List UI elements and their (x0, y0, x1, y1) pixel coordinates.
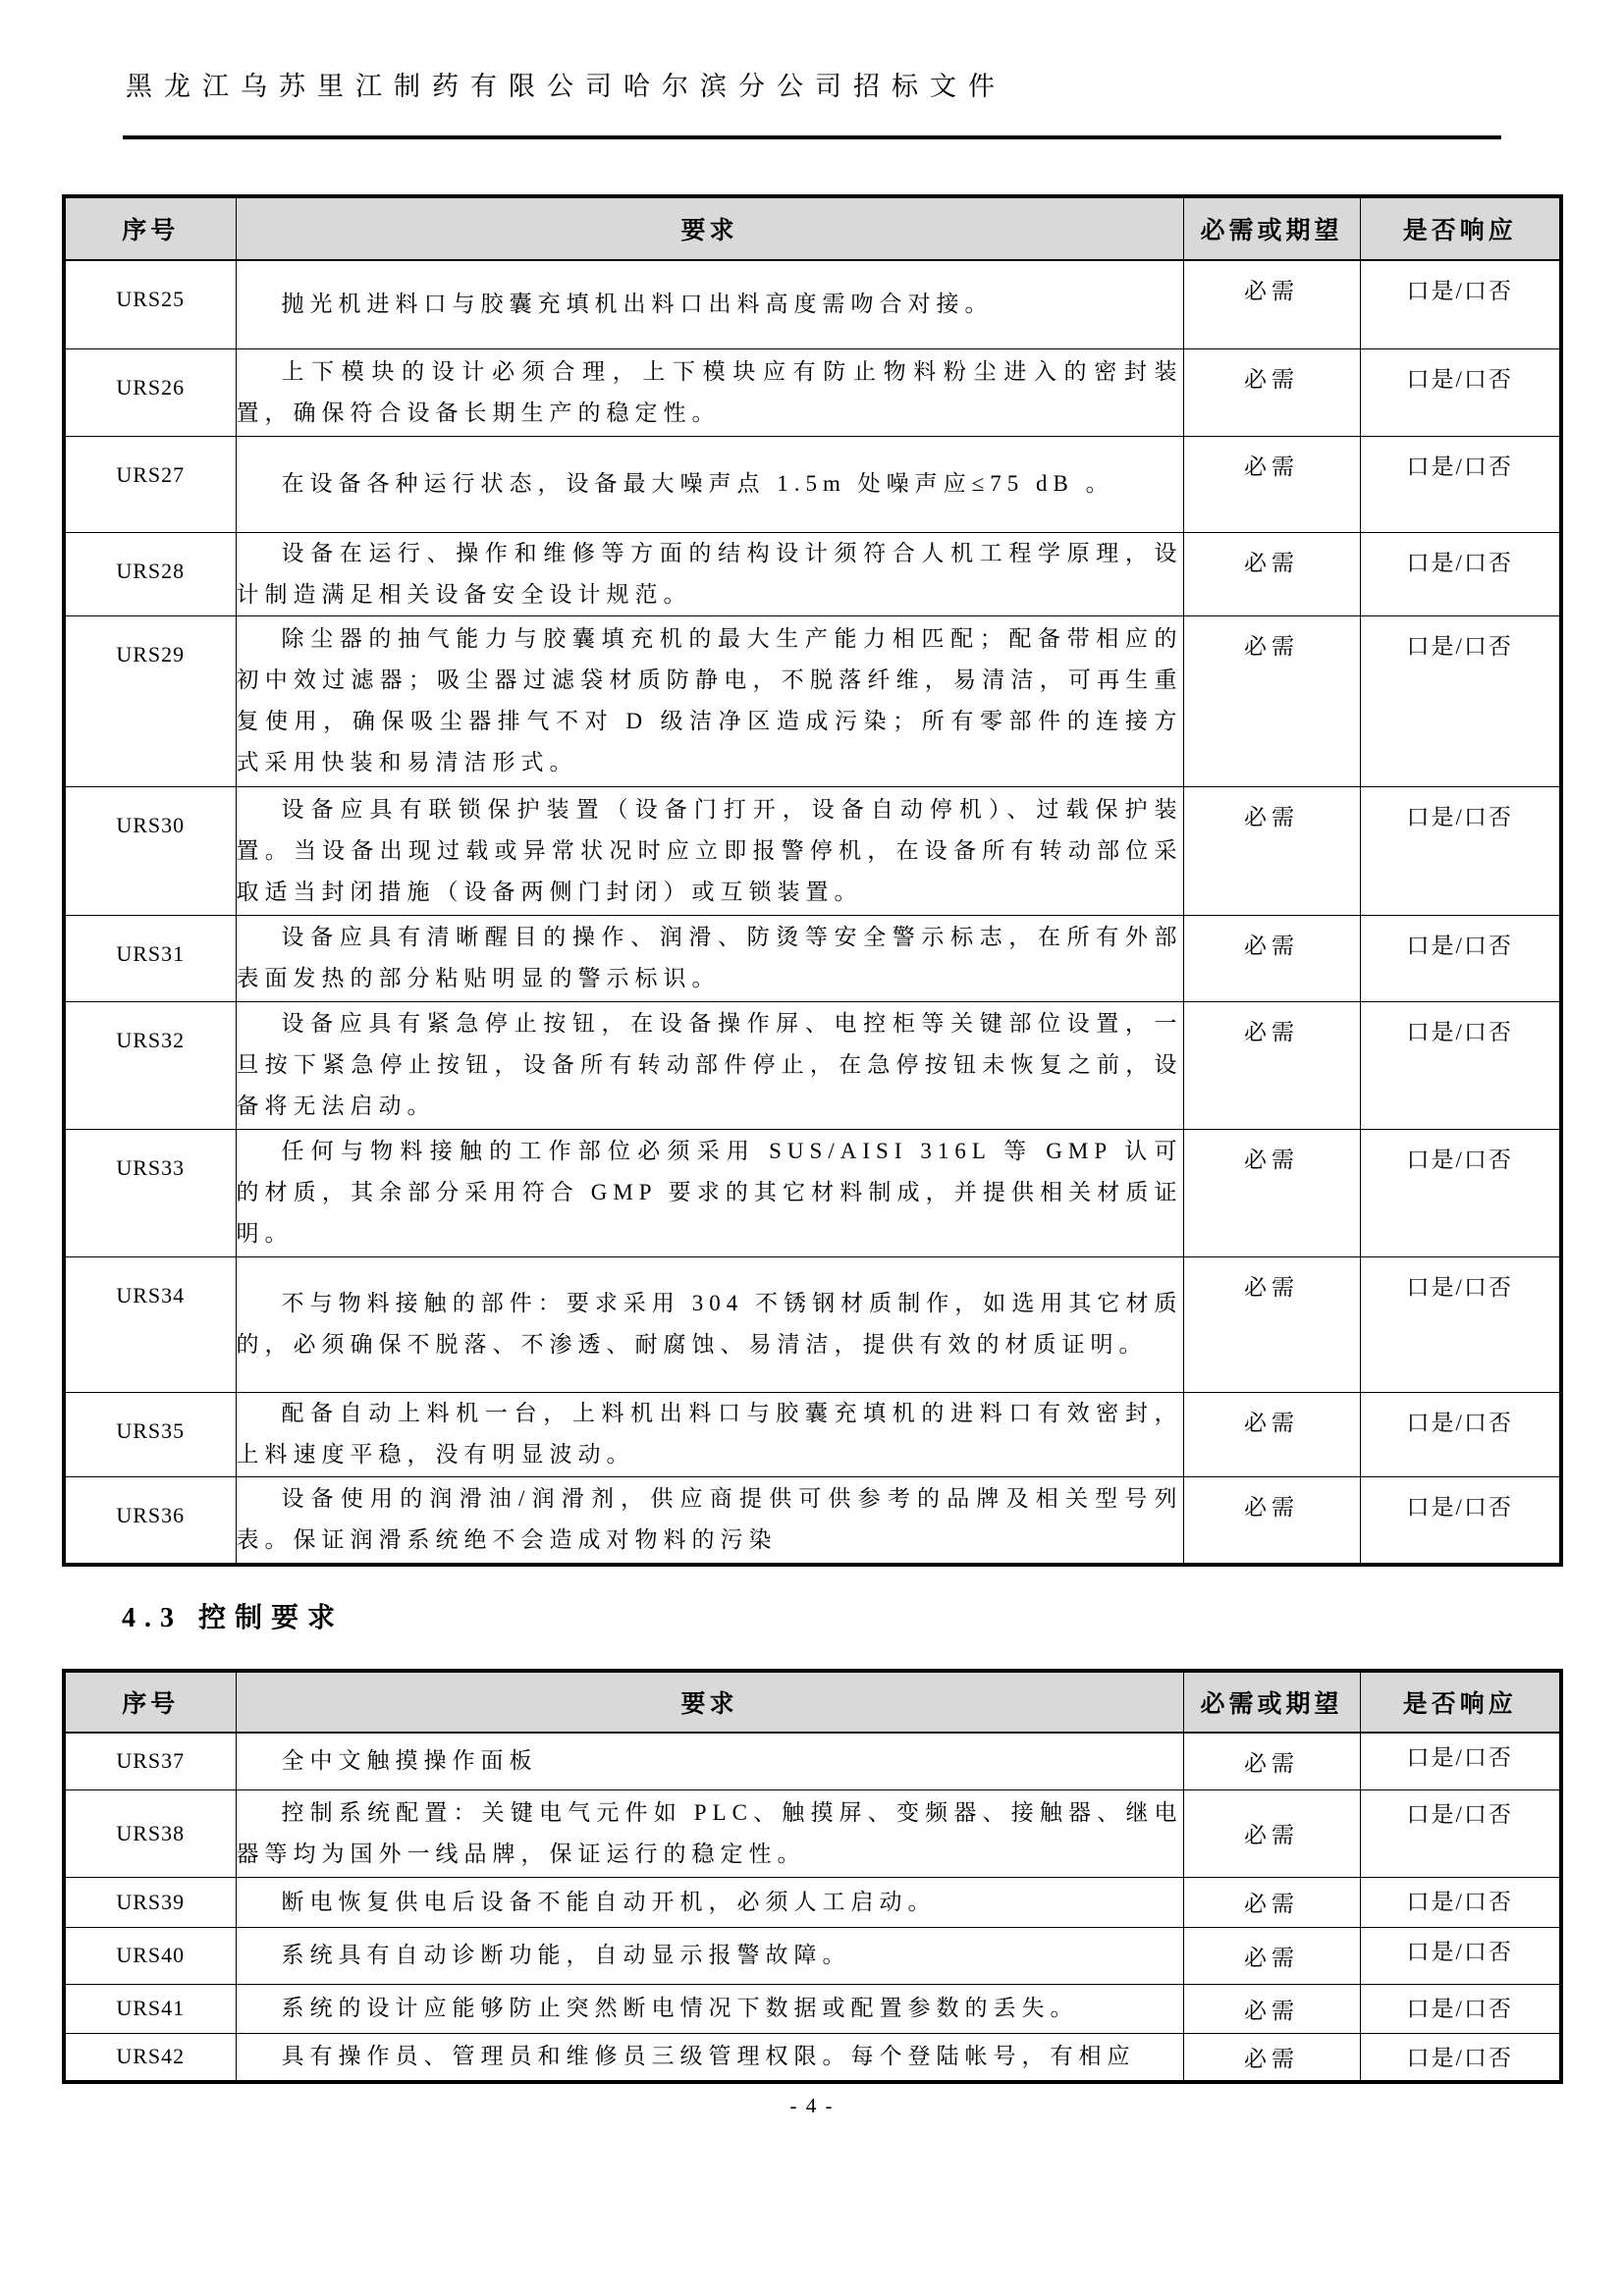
column-header-no: 序号 (64, 196, 236, 260)
table-row (64, 1476, 1561, 1565)
necessity-cell: 必需 (1183, 260, 1360, 348)
requirement-text: 具有操作员、管理员和维修员三级管理权限。每个登陆帐号，有相应 (281, 2044, 1136, 2069)
necessity-cell: 必需 (1183, 915, 1360, 1001)
requirement-cell (236, 1129, 1183, 1256)
table-row (64, 532, 1561, 615)
requirement-cell (236, 532, 1183, 615)
requirement-cell (236, 436, 1183, 532)
column-header-response: 是否响应 (1360, 196, 1561, 260)
table-row (64, 1129, 1561, 1256)
requirement-text: 上下模块的设计必须合理，上下模块应有防止物料粉尘进入的密封装置，确保符合设备长期生产的稳定性。 (236, 358, 1183, 425)
necessity-cell: 必需 (1183, 1984, 1360, 2033)
requirement-text: 设备应具有紧急停止按钮，在设备操作屏、电控柜等关键部位设置，一旦按下紧急停止按钮，设备所有转动部件停止，在急停按钮未恢复之前，设备将无法启动。 (236, 1011, 1183, 1118)
requirement-cell (236, 915, 1183, 1001)
response-cell: 口是/口否 (1360, 615, 1561, 786)
response-cell: 口是/口否 (1360, 1984, 1561, 2033)
requirement-cell (236, 1392, 1183, 1476)
table-row (64, 1392, 1561, 1476)
requirement-cell (236, 260, 1183, 348)
column-header-no: 序号 (64, 1671, 236, 1733)
table-header-row (64, 196, 1561, 260)
response-cell: 口是/口否 (1360, 2033, 1561, 2082)
requirement-text: 在设备各种运行状态，设备最大噪声点 1.5m 处噪声应≤75 dB 。 (281, 471, 1114, 496)
requirement-cell (236, 2033, 1183, 2082)
necessity-cell: 必需 (1183, 1877, 1360, 1927)
requirement-text: 任何与物料接触的工作部位必须采用 SUS/AISI 316L 等 GMP 认可的材质，其余部分采用符合 GMP 要求的其它材料制成，并提供相关材质证明。 (236, 1139, 1183, 1246)
table-row (64, 1877, 1561, 1927)
section-heading: 4.3 控制要求 (122, 1603, 345, 1633)
response-cell: 口是/口否 (1360, 260, 1561, 348)
page-number: - 4 - (789, 2094, 835, 2117)
requirement-text: 抛光机进料口与胶囊充填机出料口出料高度需吻合对接。 (281, 292, 994, 317)
row-id-cell: URS36 (64, 1476, 236, 1565)
requirement-text: 配备自动上料机一台，上料机出料口与胶囊充填机的进料口有效密封，上料速度平稳，没有明显波动。 (236, 1401, 1183, 1467)
response-cell: 口是/口否 (1360, 915, 1561, 1001)
requirement-text: 设备使用的润滑油/润滑剂，供应商提供可供参考的品牌及相关型号列表。保证润滑系统绝不会造成对物料的污染 (236, 1486, 1183, 1553)
necessity-cell: 必需 (1183, 786, 1360, 915)
column-header-requirement: 要求 (236, 196, 1183, 260)
table-row (64, 1927, 1561, 1984)
table-row (64, 615, 1561, 786)
table-row (64, 1001, 1561, 1129)
requirements-table (62, 194, 1563, 1567)
table-row (64, 915, 1561, 1001)
necessity-cell: 必需 (1183, 348, 1360, 436)
row-id-cell: URS38 (64, 1789, 236, 1877)
row-id-cell: URS37 (64, 1733, 236, 1789)
response-cell: 口是/口否 (1360, 1927, 1561, 1984)
table-row (64, 436, 1561, 532)
row-id-cell: URS40 (64, 1927, 236, 1984)
requirement-text: 全中文触摸操作面板 (281, 1748, 538, 1774)
requirement-text: 系统具有自动诊断功能，自动显示报警故障。 (281, 1943, 851, 1967)
requirement-cell (236, 1789, 1183, 1877)
table-row (64, 260, 1561, 348)
response-cell: 口是/口否 (1360, 786, 1561, 915)
response-cell: 口是/口否 (1360, 1476, 1561, 1565)
necessity-cell: 必需 (1183, 1001, 1360, 1129)
requirement-text: 设备应具有联锁保护装置（设备门打开，设备自动停机）、过载保护装置。当设备出现过载或异常状况时应立即报警停机，在设备所有转动部位采取适当封闭措施（设备两侧门封闭）或互锁装置。 (236, 796, 1183, 904)
row-id-cell: URS32 (64, 1001, 236, 1129)
response-cell: 口是/口否 (1360, 1001, 1561, 1129)
requirement-cell (236, 348, 1183, 436)
necessity-cell: 必需 (1183, 1476, 1360, 1565)
requirement-cell (236, 615, 1183, 786)
necessity-cell: 必需 (1183, 2033, 1360, 2082)
row-id-cell: URS31 (64, 915, 236, 1001)
response-cell: 口是/口否 (1360, 1129, 1561, 1256)
requirement-cell (236, 1927, 1183, 1984)
requirement-cell (236, 1256, 1183, 1392)
row-id-cell: URS25 (64, 260, 236, 348)
row-id-cell: URS28 (64, 532, 236, 615)
column-header-response: 是否响应 (1360, 1671, 1561, 1733)
necessity-cell: 必需 (1183, 1256, 1360, 1392)
response-cell: 口是/口否 (1360, 1877, 1561, 1927)
row-id-cell: URS42 (64, 2033, 236, 2082)
requirement-cell (236, 1984, 1183, 2033)
requirement-cell (236, 1733, 1183, 1789)
row-id-cell: URS30 (64, 786, 236, 915)
row-id-cell: URS35 (64, 1392, 236, 1476)
requirement-text: 断电恢复供电后设备不能自动开机，必须人工启动。 (281, 1889, 937, 1914)
table-header-row (64, 1671, 1561, 1733)
document-header-title: 黑龙江乌苏里江制药有限公司哈尔滨分公司招标文件 (126, 72, 1006, 101)
requirement-text: 系统的设计应能够防止突然断电情况下数据或配置参数的丢失。 (281, 1996, 1079, 2020)
response-cell: 口是/口否 (1360, 436, 1561, 532)
table-row (64, 348, 1561, 436)
header-rule (123, 135, 1501, 139)
necessity-cell: 必需 (1183, 1733, 1360, 1789)
response-cell: 口是/口否 (1360, 348, 1561, 436)
necessity-cell: 必需 (1183, 1789, 1360, 1877)
requirement-text: 除尘器的抽气能力与胶囊填充机的最大生产能力相匹配；配备带相应的初中效过滤器；吸尘器过滤袋材质防静电，不脱落纤维，易清洁，可再生重复使用，确保吸尘器排气不对 D 级洁净区造成污染；所有零部件的连接方式采用快装和易清洁形式。 (236, 626, 1183, 774)
necessity-cell: 必需 (1183, 1927, 1360, 1984)
requirement-text: 不与物料接触的部件：要求采用 304 不锈钢材质制作，如选用其它材质的，必须确保不脱落、不渗透、耐腐蚀、易清洁，提供有效的材质证明。 (236, 1291, 1183, 1357)
response-cell: 口是/口否 (1360, 1789, 1561, 1877)
row-id-cell: URS27 (64, 436, 236, 532)
row-id-cell: URS26 (64, 348, 236, 436)
table-row (64, 1984, 1561, 2033)
requirement-cell (236, 1476, 1183, 1565)
necessity-cell: 必需 (1183, 532, 1360, 615)
necessity-cell: 必需 (1183, 615, 1360, 786)
requirement-cell (236, 1877, 1183, 1927)
response-cell: 口是/口否 (1360, 1256, 1561, 1392)
necessity-cell: 必需 (1183, 1392, 1360, 1476)
response-cell: 口是/口否 (1360, 1392, 1561, 1476)
table-row (64, 2033, 1561, 2082)
row-id-cell: URS34 (64, 1256, 236, 1392)
response-cell: 口是/口否 (1360, 532, 1561, 615)
table-row (64, 1256, 1561, 1392)
table-row (64, 1733, 1561, 1789)
requirement-cell (236, 1001, 1183, 1129)
table-row (64, 786, 1561, 915)
row-id-cell: URS39 (64, 1877, 236, 1927)
column-header-necessity: 必需或期望 (1183, 196, 1360, 260)
row-id-cell: URS29 (64, 615, 236, 786)
requirement-text: 设备在运行、操作和维修等方面的结构设计须符合人机工程学原理，设计制造满足相关设备安全设计规范。 (236, 540, 1183, 607)
column-header-requirement: 要求 (236, 1671, 1183, 1733)
requirement-text: 设备应具有清晰醒目的操作、润滑、防烫等安全警示标志，在所有外部表面发热的部分粘贴明显的警示标识。 (236, 925, 1183, 990)
table-row (64, 1789, 1561, 1877)
necessity-cell: 必需 (1183, 1129, 1360, 1256)
requirement-text: 控制系统配置：关键电气元件如 PLC、触摸屏、变频器、接触器、继电器等均为国外一线品牌，保证运行的稳定性。 (236, 1799, 1183, 1866)
column-header-necessity: 必需或期望 (1183, 1671, 1360, 1733)
control-requirements-table (62, 1669, 1563, 2084)
necessity-cell: 必需 (1183, 436, 1360, 532)
requirement-cell (236, 786, 1183, 915)
response-cell: 口是/口否 (1360, 1733, 1561, 1789)
row-id-cell: URS33 (64, 1129, 236, 1256)
row-id-cell: URS41 (64, 1984, 236, 2033)
